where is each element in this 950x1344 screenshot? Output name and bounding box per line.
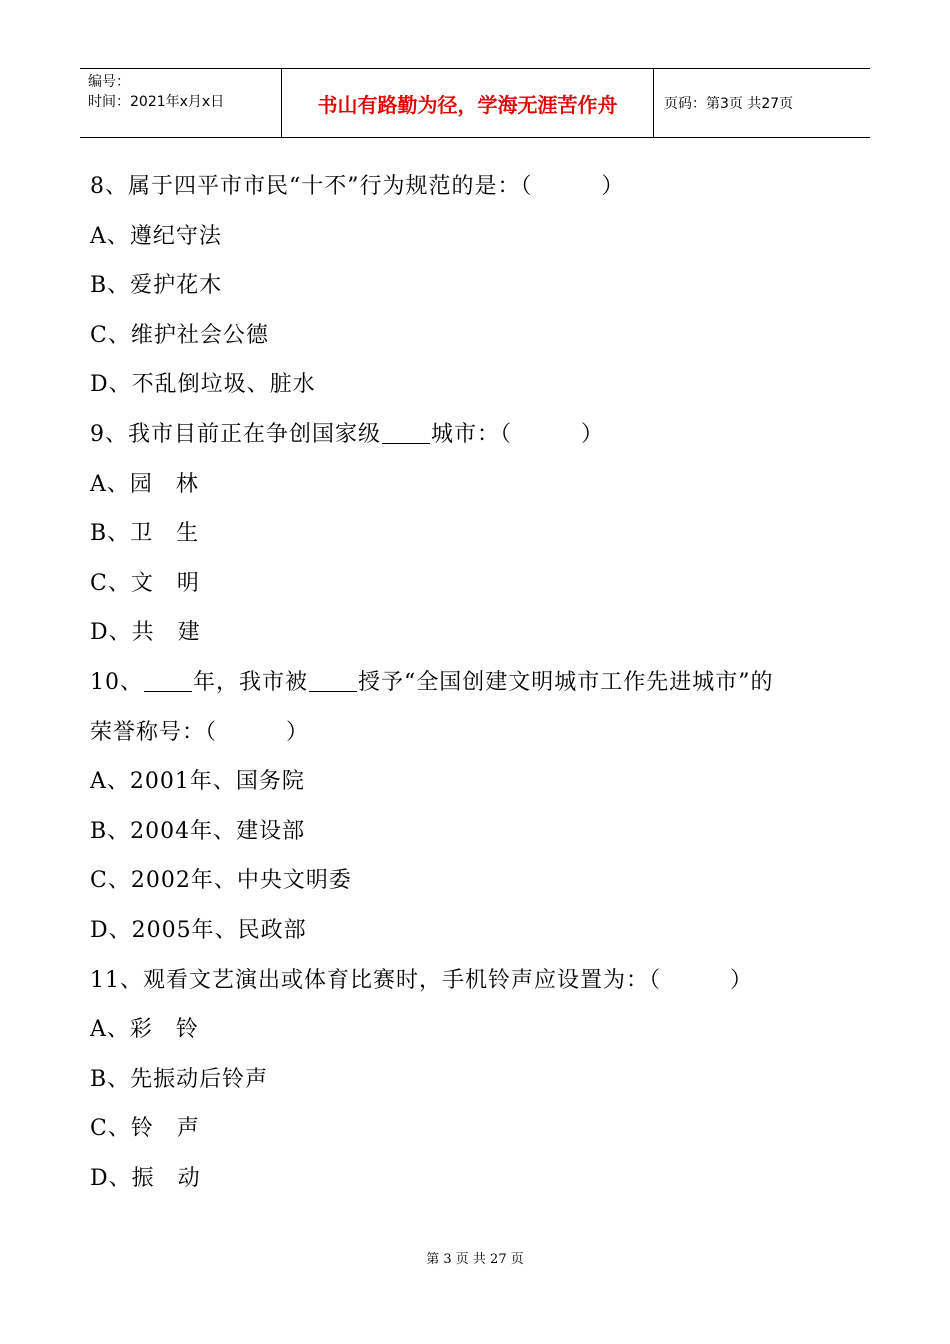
option-11b: B、先振动后铃声 — [90, 1066, 269, 1092]
option-9a: A、园 林 — [90, 471, 199, 497]
option-8a: A、遵纪守法 — [90, 223, 222, 249]
page-header — [80, 68, 870, 138]
option-9b: B、卫 生 — [90, 521, 200, 547]
option-10c: C、2002年、中央文明委 — [90, 868, 352, 894]
option-8d: D、不乱倒垃圾、脏水 — [90, 372, 316, 398]
option-8c: C、维护社会公德 — [90, 322, 269, 348]
question-10-part2: 年，我市被 — [193, 669, 309, 695]
document-body — [90, 162, 870, 1203]
fill-blank — [382, 421, 430, 444]
option-10a: A、2001年、国务院 — [90, 769, 305, 795]
question-11: 11、观看文艺演出或体育比赛时，手机铃声应设置为：（ ） — [90, 967, 753, 993]
option-11d: D、振 动 — [90, 1165, 201, 1191]
header-page-info: 页码：第3页 共27页 — [664, 96, 794, 112]
question-9-part2: 城市：（ ） — [431, 421, 605, 447]
time-label: 时间：2021年x月x日 — [88, 94, 225, 110]
option-10d: D、2005年、民政部 — [90, 917, 307, 943]
question-10-part3: 授予“全国创建文明城市工作先进城市”的 — [358, 669, 774, 695]
fill-blank — [309, 669, 357, 692]
question-9 — [90, 410, 870, 460]
option-9c: C、文 明 — [90, 570, 200, 596]
option-11a: A、彩 铃 — [90, 1017, 199, 1043]
option-10b: B、2004年、建设部 — [90, 818, 306, 844]
question-10-continued: 荣誉称号：（ ） — [90, 719, 310, 745]
question-10 — [90, 658, 870, 708]
option-11c: C、铃 声 — [90, 1116, 200, 1142]
question-10-part1: 10、 — [90, 669, 143, 695]
header-meta — [80, 69, 281, 137]
header-motto: 书山有路勤为径，学海无涯苦作舟 — [281, 69, 654, 137]
option-9d: D、共 建 — [90, 620, 201, 646]
number-label: 编号： — [88, 74, 130, 90]
page-footer: 第 3 页 共 27 页 — [426, 1252, 524, 1267]
fill-blank — [144, 669, 192, 692]
question-9-part1: 9、我市目前正在争创国家级 — [90, 421, 381, 447]
question-8: 8、属于四平市市民“十不”行为规范的是：（ ） — [90, 174, 625, 199]
option-8b: B、爱护花木 — [90, 273, 223, 299]
